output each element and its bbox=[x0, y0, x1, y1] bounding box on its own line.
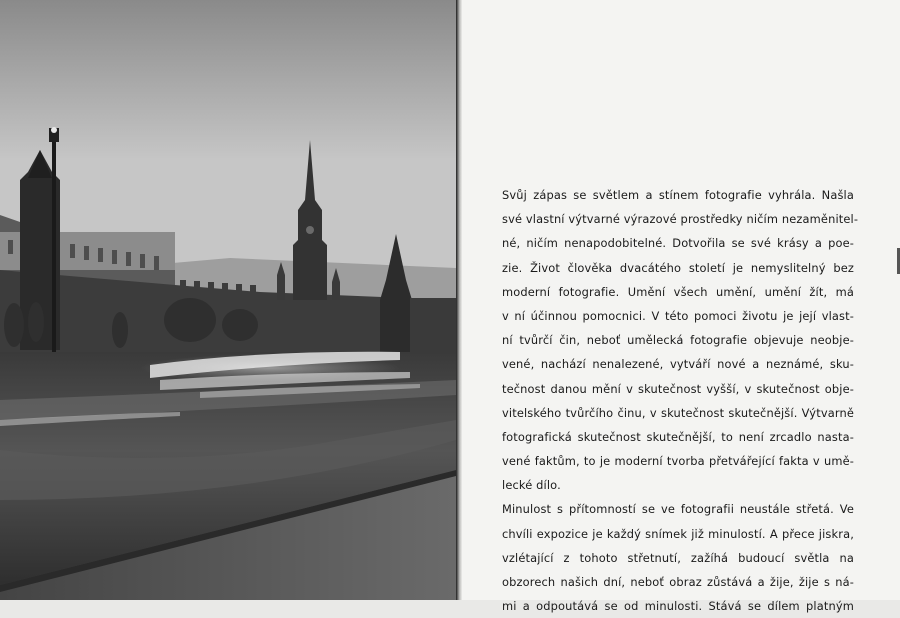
body-text bbox=[502, 183, 859, 618]
text-line: vzlétající z tohoto střetnutí, zažíhá budoucí světla na bbox=[502, 550, 854, 565]
text-line: v ní účinnou pomocnici. V této pomoci životu je její vlast- bbox=[502, 308, 854, 323]
text-page bbox=[462, 0, 900, 614]
text-line: lecké dílo. bbox=[502, 478, 561, 493]
text-line: moderní fotografie. Umění všech umění, umění žít, má bbox=[502, 284, 854, 299]
text-line: chvíli expozice je každý snímek již minulostí. A přece jiskra, bbox=[502, 526, 854, 541]
text-line: mi a odpoutává se od minulosti. Stává se dílem platným bbox=[502, 599, 854, 614]
text-line: ní tvůrčí čin, neboť umělecká fotografie objevuje neobje- bbox=[502, 333, 854, 348]
photograph-image bbox=[0, 0, 456, 600]
text-line: zie. Život člověka dvacátého století je nemyslitelný bez bbox=[502, 260, 854, 275]
text-line: vené faktům, to je moderní tvorba přetvářející fakta v umě- bbox=[502, 454, 854, 469]
text-line: tečnost danou mění v skutečnost vyšší, v skutečnost obje- bbox=[502, 381, 854, 396]
kremlin-night-photograph bbox=[0, 0, 456, 600]
text-line: né, ničím nenapodobitelné. Dotvořila se své krásy a poe- bbox=[502, 236, 854, 251]
text-line: Svůj zápas se světlem a stínem fotografie vyhrála. Našla bbox=[502, 188, 854, 202]
text-line: Minulost s přítomností se ve fotografii neustále střetá. Ve bbox=[502, 502, 854, 517]
text-line: vitelského tvůrčího činu, v skutečnost skutečnější. Výtvarně bbox=[502, 405, 854, 420]
text-line: své vlastní výtvarné výrazové prostředky ničím nezaměnitel- bbox=[502, 212, 859, 227]
text-line: vené, nachází nenalezené, vytváří nové a neznámé, sku- bbox=[502, 357, 854, 372]
text-line: fotografická skutečnost skutečnější, to není zrcadlo nasta- bbox=[502, 429, 854, 444]
text-line: obzorech našich dní, neboť obraz zůstává a žije, žije s ná- bbox=[502, 575, 854, 589]
